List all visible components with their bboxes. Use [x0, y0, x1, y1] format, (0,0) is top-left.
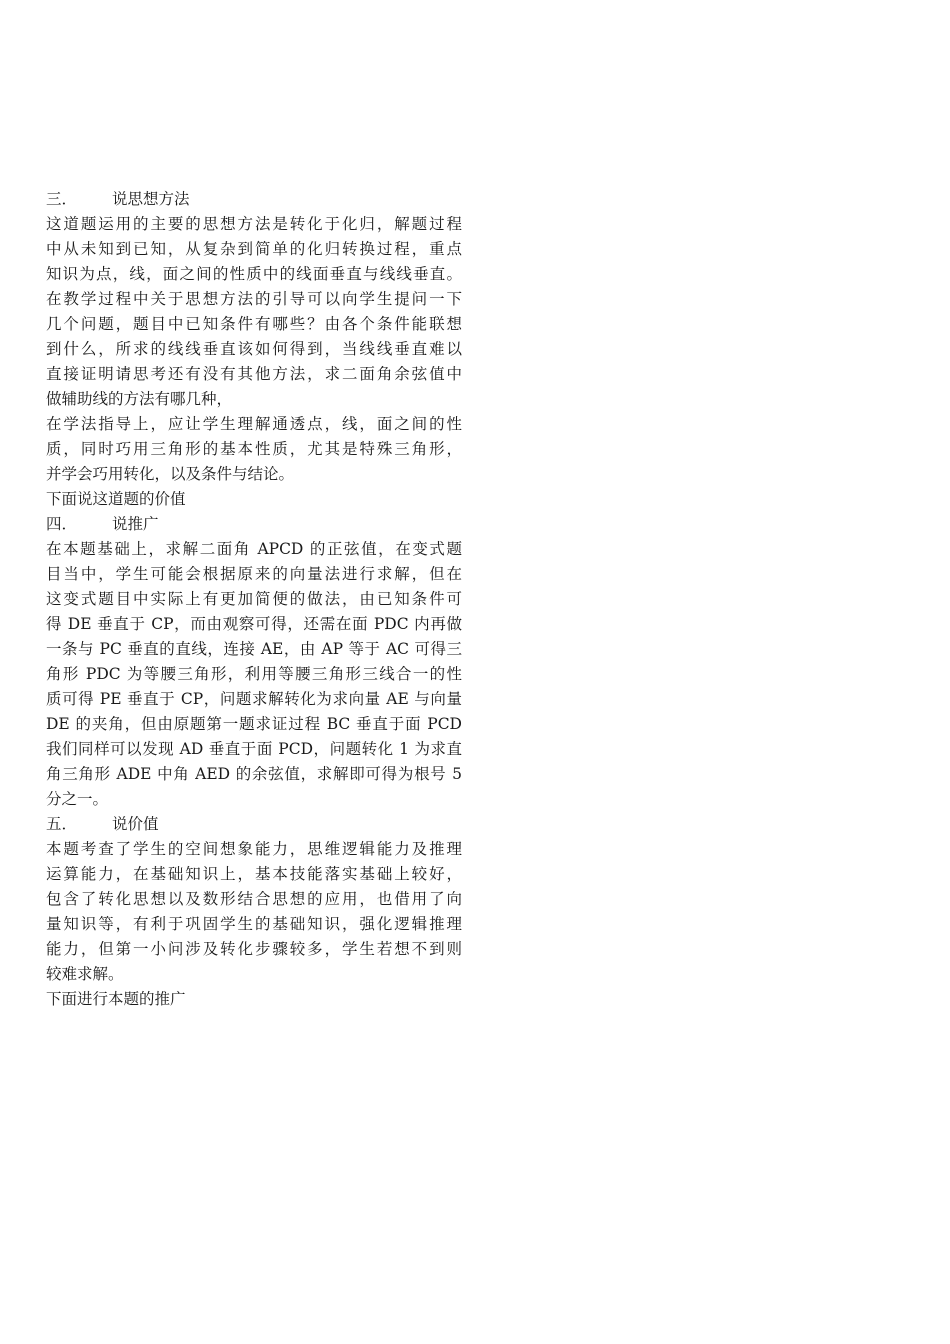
text-line: 质可得 PE 垂直于 CP，问题求解转化为求向量 AE 与向量	[46, 690, 462, 708]
text-line: 角三角形 ADE 中角 AED 的余弦值，求解即可得为根号 5	[46, 765, 462, 783]
text-line: 这道题运用的主要的思想方法是转化于化归，解题过程	[46, 215, 462, 233]
text-line: 角形 PDC 为等腰三角形，利用等腰三角形三线合一的性	[46, 665, 462, 683]
text-line: 较难求解。	[46, 965, 124, 983]
section-5-paragraph-2: 下面进行本题的推广	[46, 990, 186, 1008]
text-line: 量知识等，有利于巩固学生的基础知识，强化逻辑推理	[46, 915, 462, 933]
text-line: 我们同样可以发现 AD 垂直于面 PCD，问题转化 1 为求直	[46, 740, 462, 758]
section-4-paragraph-1	[46, 537, 462, 812]
text-line: 在本题基础上，求解二面角 APCD 的正弦值，在变式题	[46, 540, 462, 558]
section-3-paragraph-2	[46, 412, 462, 487]
text-line: 能力，但第一小问涉及转化步骤较多，学生若想不到则	[46, 940, 462, 958]
text-line: 中从未知到已知，从复杂到简单的化归转换过程，重点	[46, 240, 462, 258]
text-line: DE 的夹角，但由原题第一题求证过程 BC 垂直于面 PCD	[46, 715, 462, 733]
section-5-number: 五．	[46, 815, 78, 833]
text-line: 在教学过程中关于思想方法的引导可以向学生提问一下	[46, 290, 462, 308]
text-line: 运算能力，在基础知识上，基本技能落实基础上较好，	[46, 865, 462, 883]
section-3-paragraph-3: 下面说这道题的价值	[46, 490, 186, 508]
section-3-title: 说思想方法	[112, 190, 190, 208]
text-line: 本题考查了学生的空间想象能力，思维逻辑能力及推理	[46, 840, 462, 858]
section-3-heading	[46, 187, 462, 212]
document-body	[46, 187, 462, 1012]
text-line: 几个问题，题目中已知条件有哪些？由各个条件能联想	[46, 315, 462, 333]
section-5-paragraph-1	[46, 837, 462, 987]
text-line: 到什么，所求的线线垂直该如何得到，当线线垂直难以	[46, 340, 462, 358]
text-line: 知识为点，线，面之间的性质中的线面垂直与线线垂直。	[46, 265, 462, 283]
text-line: 并学会巧用转化，以及条件与结论。	[46, 465, 295, 483]
text-line: 质，同时巧用三角形的基本性质，尤其是特殊三角形，	[46, 440, 462, 458]
section-4-number: 四．	[46, 515, 78, 533]
text-line: 目当中，学生可能会根据原来的向量法进行求解，但在	[46, 565, 462, 583]
section-3-paragraph-1	[46, 212, 462, 412]
section-4-title: 说推广	[112, 515, 159, 533]
section-5-title: 说价值	[112, 815, 159, 833]
text-line: 一条与 PC 垂直的直线，连接 AE，由 AP 等于 AC 可得三	[46, 640, 462, 658]
section-3-number: 三．	[46, 190, 78, 208]
text-line: 直接证明请思考还有没有其他方法，求二面角余弦值中	[46, 365, 462, 383]
section-5-heading	[46, 812, 462, 837]
text-line: 分之一。	[46, 790, 109, 808]
section-4-heading	[46, 512, 462, 537]
text-line: 在学法指导上，应让学生理解通透点，线，面之间的性	[46, 415, 462, 433]
text-line: 做辅助线的方法有哪几种，	[46, 390, 233, 408]
text-line: 包含了转化思想以及数形结合思想的应用，也借用了向	[46, 890, 462, 908]
text-line: 这变式题目中实际上有更加简便的做法，由已知条件可	[46, 590, 462, 608]
text-line: 得 DE 垂直于 CP，而由观察可得，还需在面 PDC 内再做	[46, 615, 462, 633]
